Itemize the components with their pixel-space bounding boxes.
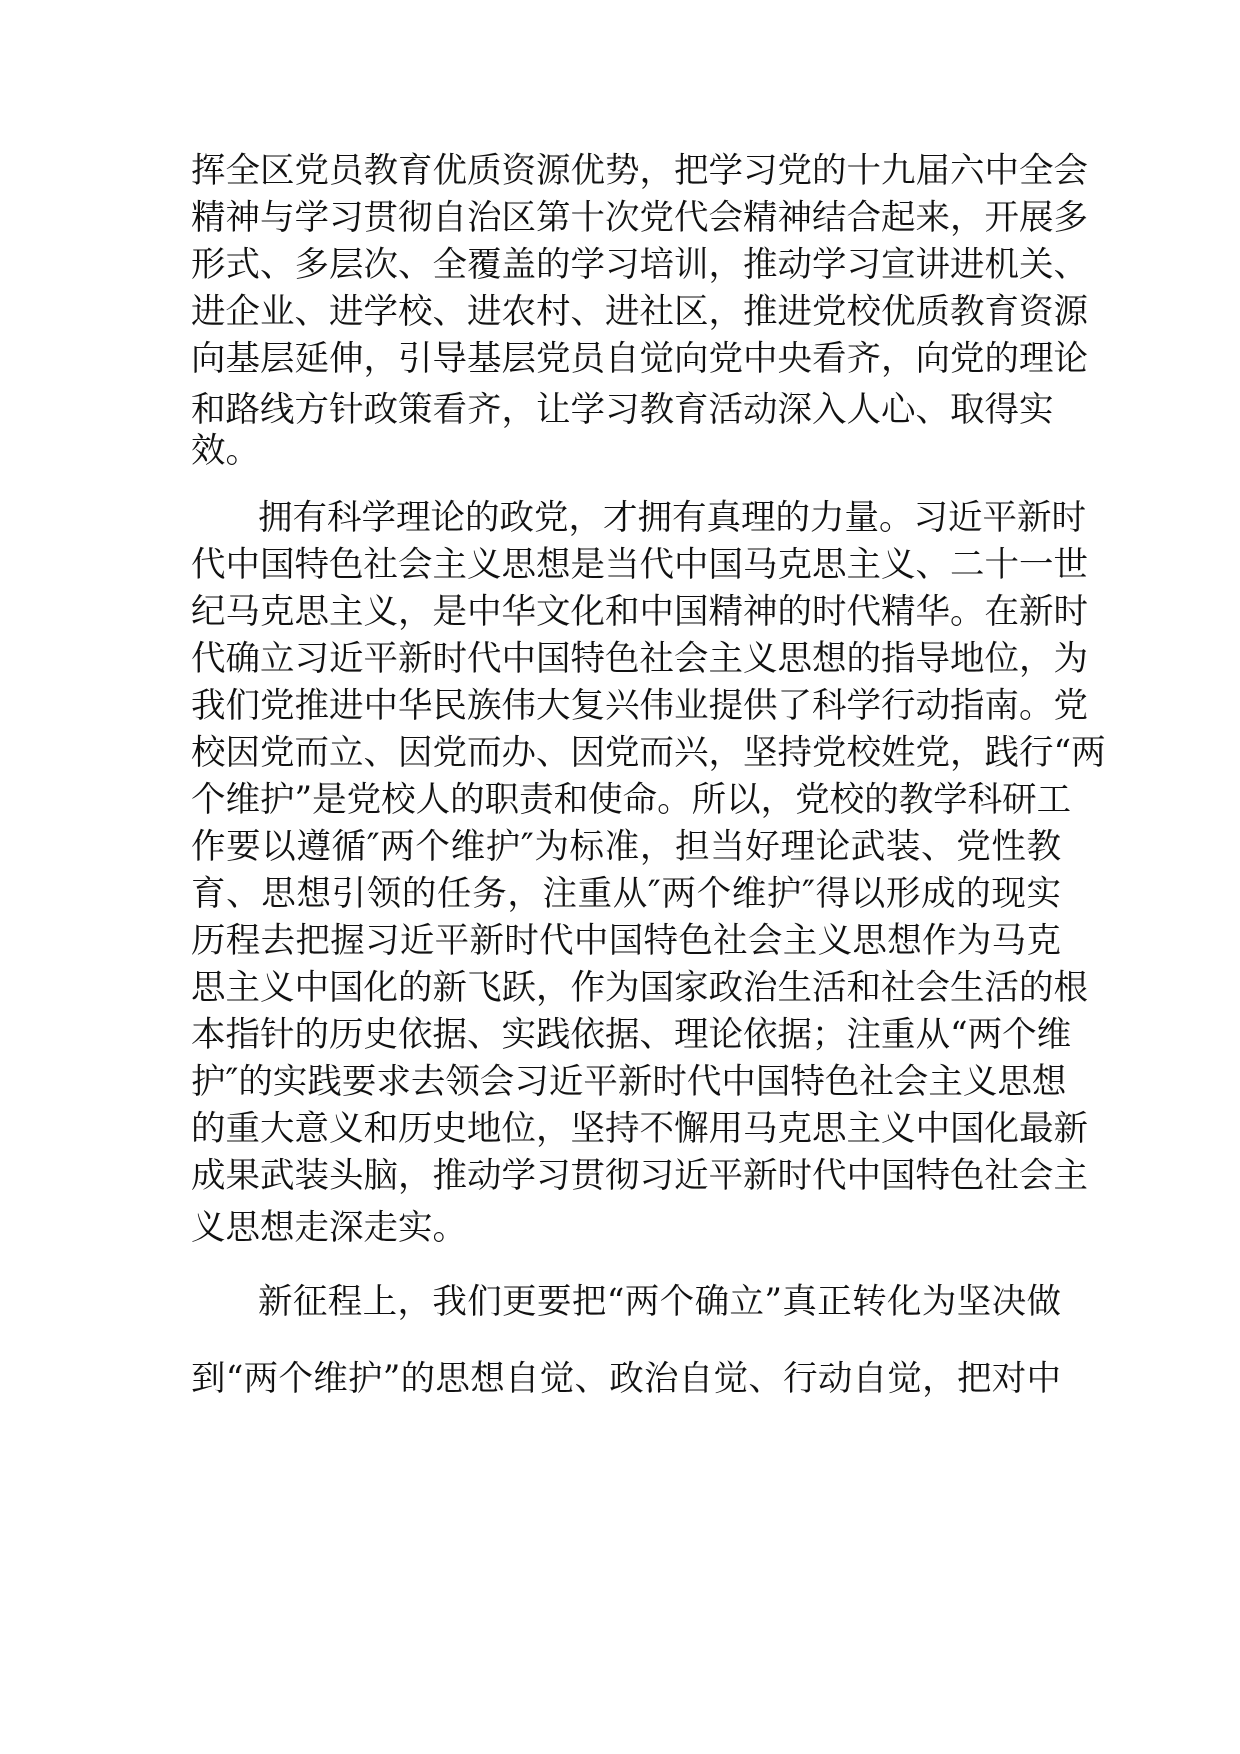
text-line: 拥有科学理论的政党，才拥有真理的力量。习近平新时	[258, 498, 1086, 538]
text-line: 校因党而立、因党而办、因党而兴，坚持党校姓党，践行“两	[191, 733, 1106, 773]
text-line: 和路线方针政策看齐，让学习教育活动深入人心、取得实	[191, 390, 1054, 430]
text-line: 个维护”是党校人的职责和使命。所以，党校的教学科研工	[191, 780, 1072, 820]
text-line: 义思想走深走实。	[191, 1208, 467, 1248]
text-line: 育、思想引领的任务，注重从″两个维护″得以形成的现实	[191, 874, 1061, 914]
text-line: 历程去把握习近平新时代中国特色社会主义思想作为马克	[191, 921, 1061, 961]
text-line: 形式、多层次、全覆盖的学习培训，推动学习宣讲进机关、	[191, 245, 1088, 285]
text-line: 新征程上，我们更要把“两个确立”真正转化为坚决做	[258, 1282, 1061, 1322]
text-line: 到“两个维护”的思想自觉、政治自觉、行动自觉，把对中	[191, 1359, 1061, 1399]
text-line: 我们党推进中华民族伟大复兴伟业提供了科学行动指南。党	[191, 686, 1088, 726]
text-line: 的重大意义和历史地位，坚持不懈用马克思主义中国化最新	[191, 1109, 1088, 1149]
text-line: 向基层延伸，引导基层党员自觉向党中央看齐，向党的理论	[191, 339, 1088, 379]
text-line: 精神与学习贯彻自治区第十次党代会精神结合起来，开展多	[191, 198, 1088, 238]
text-line: 思主义中国化的新飞跃，作为国家政治生活和社会生活的根	[191, 968, 1088, 1008]
text-line: 效。	[191, 431, 260, 471]
text-line: 护″的实践要求去领会习近平新时代中国特色社会主义思想	[191, 1062, 1067, 1102]
text-line: 作要以遵循″两个维护″为标准，担当好理论武装、党性教	[191, 827, 1061, 867]
text-line: 本指针的历史依据、实践依据、理论依据；注重从“两个维	[191, 1015, 1072, 1055]
text-line: 挥全区党员教育优质资源优势，把学习党的十九届六中全会	[191, 151, 1088, 191]
text-line: 代确立习近平新时代中国特色社会主义思想的指导地位，为	[191, 639, 1088, 679]
text-line: 代中国特色社会主义思想是当代中国马克思主义、二十一世	[191, 545, 1088, 585]
text-line: 进企业、进学校、进农村、进社区，推进党校优质教育资源	[191, 292, 1088, 332]
text-line: 成果武装头脑，推动学习贯彻习近平新时代中国特色社会主	[191, 1156, 1088, 1196]
text-line: 纪马克思主义，是中华文化和中国精神的时代精华。在新时	[191, 592, 1088, 632]
